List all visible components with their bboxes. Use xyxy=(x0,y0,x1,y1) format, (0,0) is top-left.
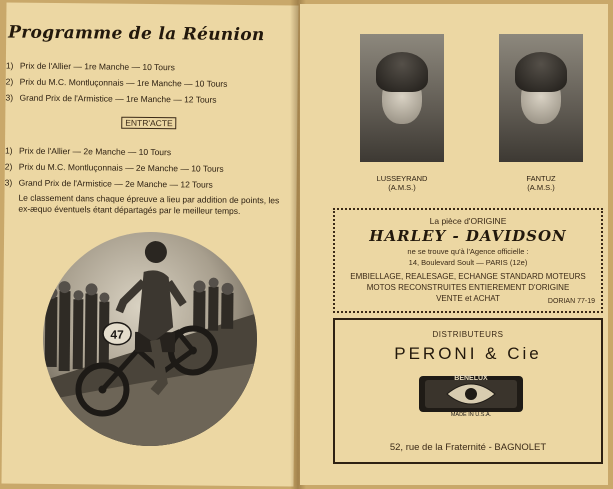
entracte-label: ENTR'ACTE xyxy=(121,117,177,130)
ad-agence: ne se trouve qu'à l'Agence officielle : xyxy=(407,247,529,256)
ad-phone: DORIAN 77-19 xyxy=(547,298,595,305)
rider-caption: LUSSEYRAND (A.M.S.) xyxy=(376,174,428,192)
ad-address: 14, Boulevard Soult — PARIS (12e) xyxy=(408,258,528,267)
motocross-photo xyxy=(42,231,258,447)
peroni-name: PERONI & Cie xyxy=(394,344,542,363)
classification-note: Le classement dans chaque épreuve a lieu par addition de points, les ex-æquo éventuels étant départagés par le meilleur temps. xyxy=(18,192,280,216)
motocross-rider-illustration xyxy=(42,231,258,447)
rider-portrait-lusseyrand xyxy=(360,34,444,162)
rider-caption: FANTUZ (A.M.S.) xyxy=(526,174,556,192)
page-heading: Programme de la Réunion xyxy=(8,22,265,46)
rider-portrait-fantuz xyxy=(499,34,583,162)
peroni-ad xyxy=(333,318,603,464)
race-number: 47 xyxy=(110,327,124,342)
race-item: 2) Prix du M.C. Montluçonnais — 1re Manche — 10 Tours xyxy=(5,76,228,89)
race-item: 2) Prix du M.C. Montluçonnais — 2e Manche — 10 Tours xyxy=(4,161,224,174)
benelux-logo xyxy=(417,370,525,418)
right-page xyxy=(300,4,608,485)
helmet-icon xyxy=(376,52,428,92)
left-page xyxy=(1,2,298,486)
race-item: 1) Prix de l'Allier — 2e Manche — 10 Tours xyxy=(4,145,172,158)
race-item: 3) Grand Prix de l'Armistice — 2e Manche — 12 Tours xyxy=(4,177,213,190)
distributeurs-label: DISTRIBUTEURS xyxy=(432,330,504,339)
logo-top-text: BENELUX xyxy=(454,375,488,382)
ad-piece-text: La pièce d'ORIGINE xyxy=(429,216,507,226)
helmet-icon xyxy=(515,52,567,92)
harley-davidson-ad xyxy=(333,208,603,313)
ad-brand: HARLEY - DAVIDSON xyxy=(369,227,567,245)
ad-services: EMBIELLAGE, REALESAGE, ECHANGE STANDARD MOTEURS MOTOS RECONSTRUITES ENTIEREMENT D'ORIGINE VENTE et ACHAT xyxy=(350,272,586,303)
race-item: 1) Prix de l'Allier — 1re Manche — 10 Tours xyxy=(5,60,175,73)
peroni-address: 52, rue de la Fraternité - BAGNOLET xyxy=(389,442,547,453)
logo-bottom-text: MADE IN U.S.A. xyxy=(450,412,492,418)
race-item: 3) Grand Prix de l'Armistice — 1re Manche — 12 Tours xyxy=(5,92,217,105)
